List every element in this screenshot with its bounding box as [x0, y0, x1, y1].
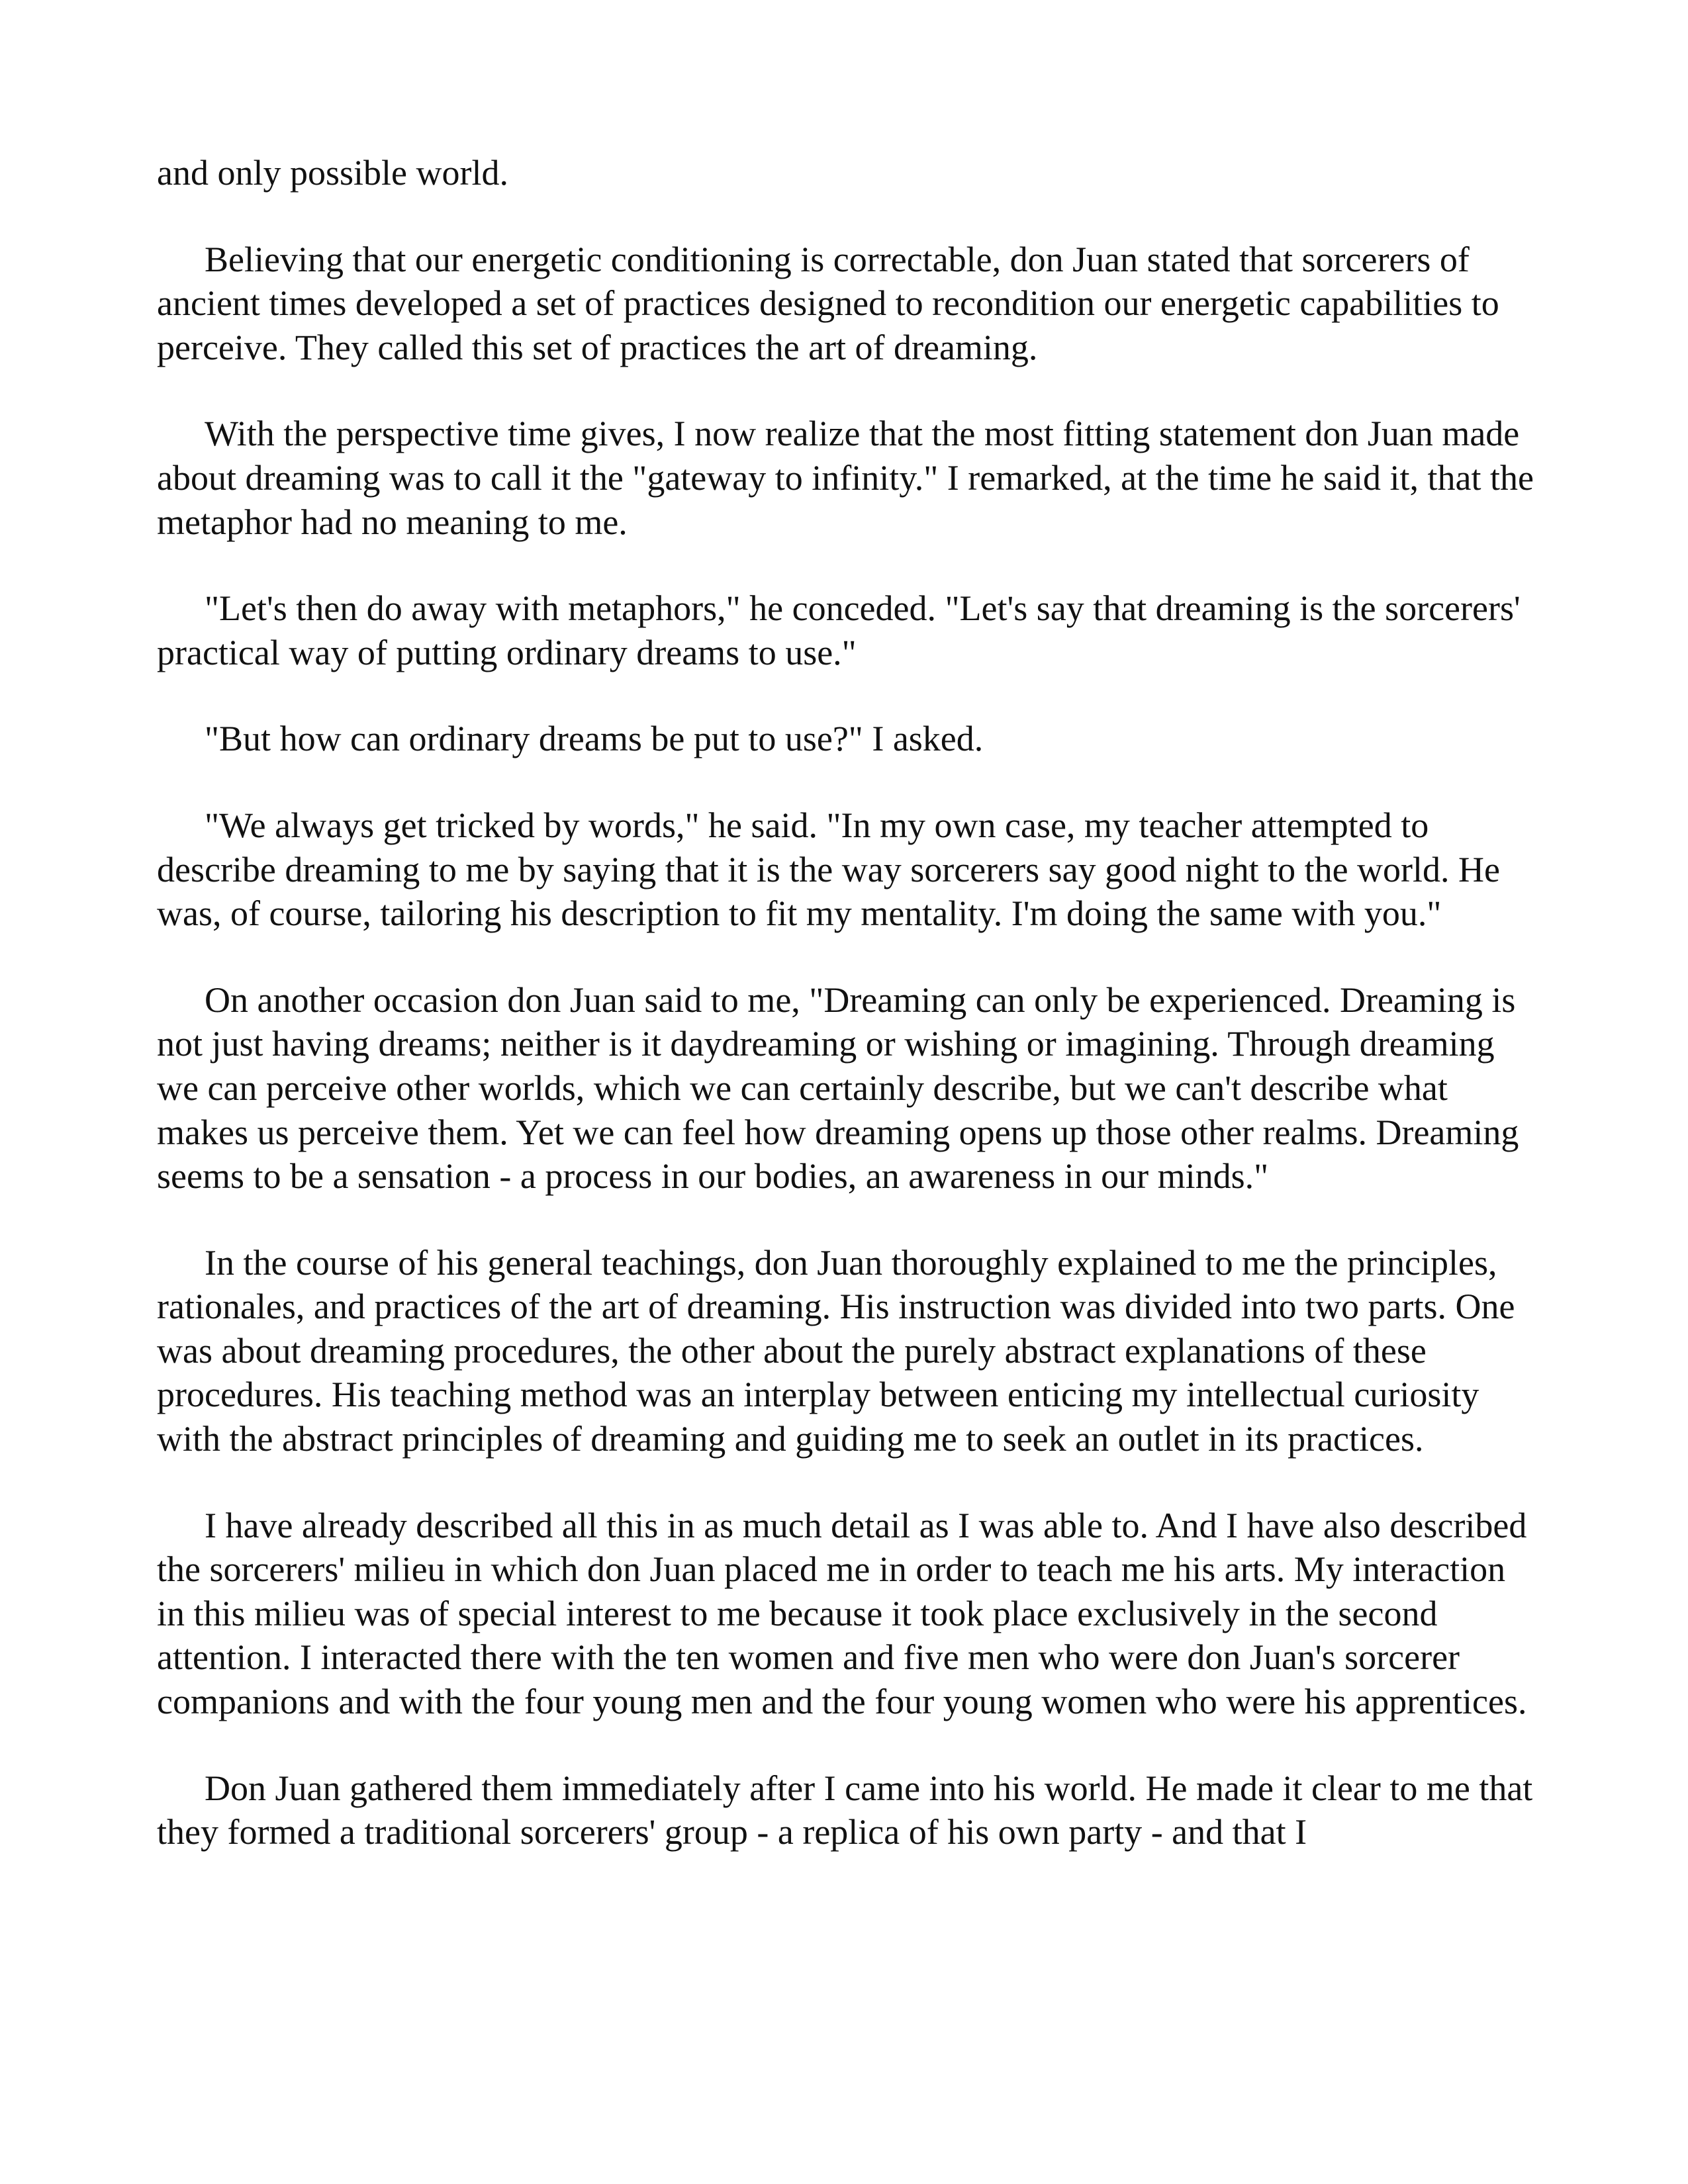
paragraph: I have already described all this in as much detail as I was able to. And I have also described the sorcerers' milieu in which don Juan placed me in order to teach me his arts. My interaction in this milieu was of special interest to me because it took place exclusively in the second attention. I interacted there with the ten women and five men who were don Juan's sorcerer companions and with the four young men and the four young women who were his apprentices.: [157, 1505, 1527, 1722]
paragraph: Believing that our energetic conditioning is correctable, don Juan stated that sorcerers of ancient times developed a set of practices designed to recondition our energetic capabilities to perceive. They called this set of practices the art of dreaming.: [157, 239, 1499, 367]
paragraph: In the course of his general teachings, don Juan thoroughly explained to me the principles, rationales, and practices of the art of dreaming. His instruction was divided into two parts. One was about dreaming procedures, the other about the purely abstract explanations of these procedures. His teaching method was an interplay between enticing my intellectual curiosity with the abstract principles of dreaming and guiding me to seek an outlet in its practices.: [157, 1242, 1515, 1459]
paragraph-continuation: and only possible world.: [157, 153, 508, 193]
paragraph: Don Juan gathered them immediately after I came into his world. He made it clear to me that they formed a traditional sorcerers' group - a replica of his own party - and that I: [157, 1768, 1533, 1852]
paragraph: With the perspective time gives, I now realize that the most fitting statement don Juan made about dreaming was to call it the "gateway to infinity." I remarked, at the time he said it, that the metaphor had no meaning to me.: [157, 414, 1534, 542]
paragraph: "We always get tricked by words," he said. "In my own case, my teacher attempted to describe dreaming to me by saying that it is the way sorcerers say good night to the world. He was, of course, tailoring his description to fit my mentality. I'm doing the same with you.": [157, 805, 1501, 934]
paragraph: On another occasion don Juan said to me, "Dreaming can only be experienced. Dreaming is not just having dreams; neither is it daydreaming or wishing or imagining. Through dreaming we can perceive other worlds, which we can certainly describe, but we can't describe what makes us perceive them. Yet we can feel how dreaming opens up those other realms. Dreaming seems to be a sensation - a process in our bodies, an awareness in our minds.": [157, 979, 1519, 1197]
paragraph: "Let's then do away with metaphors," he conceded. "Let's say that dreaming is the sorcerers' practical way of putting ordinary dreams to use.": [157, 588, 1521, 672]
paragraph: "But how can ordinary dreams be put to use?" I asked.: [205, 719, 984, 759]
